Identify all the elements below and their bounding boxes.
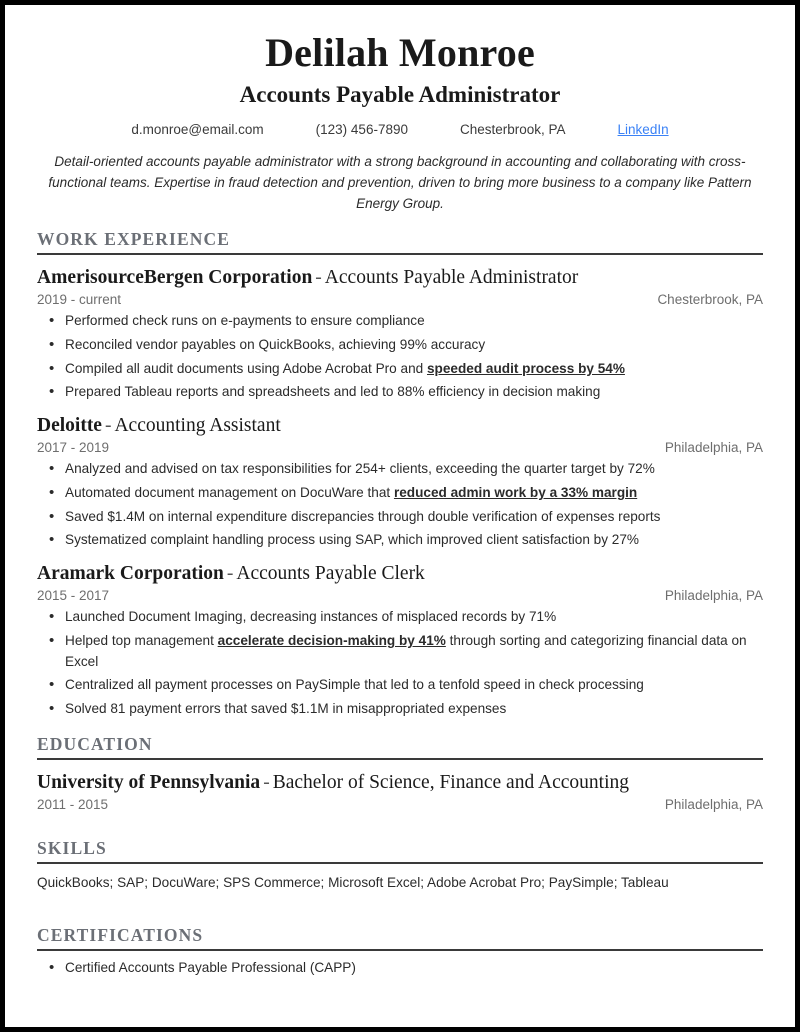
experience-dates: 2019 - current <box>37 292 122 308</box>
linkedin-link[interactable]: LinkedIn <box>617 122 669 138</box>
education-dates: 2011 - 2015 <box>37 797 109 813</box>
bullet-text: Performed check runs on e-payments to ensure compliance <box>65 313 425 329</box>
bullet-text: Saved $1.4M on internal expenditure discrepancies through double verification of expenses reports <box>65 508 661 524</box>
experience-meta <box>37 292 763 307</box>
section-title-education: EDUCATION <box>37 733 153 754</box>
experience-role: Accounting Assistant <box>114 415 281 436</box>
contact-phone[interactable]: (123) 456-7890 <box>315 122 408 138</box>
bullet-highlight: accelerate decision-making by 41% <box>217 633 446 649</box>
education-degree: Bachelor of Science, Finance and Accounting <box>272 771 629 793</box>
education-meta <box>37 797 763 812</box>
contact-location: Chesterbrook, PA <box>459 122 566 138</box>
list-item <box>37 699 763 720</box>
experience-entry <box>37 562 763 720</box>
candidate-headline: Accounts Payable Administrator <box>239 81 561 107</box>
experience-meta <box>37 440 763 455</box>
list-item <box>37 335 763 356</box>
list-item <box>37 631 763 672</box>
experience-bullets <box>37 459 763 551</box>
bullet-text: Systematized complaint handling process using SAP, which improved client satisfaction by 27% <box>65 532 640 548</box>
section-work-experience <box>37 229 763 720</box>
resume-page <box>5 5 795 1027</box>
section-title-work: WORK EXPERIENCE <box>37 229 230 249</box>
experience-entry <box>37 266 763 403</box>
list-item: • Certified Accounts Payable Professional (CAPP) <box>37 958 763 979</box>
experience-heading <box>37 562 763 586</box>
section-divider <box>37 862 763 864</box>
experience-location: Chesterbrook, PA <box>657 292 763 308</box>
professional-summary: Detail-oriented accounts payable administrator with a strong background in accounting and collaborating with cross-functional teams. Expertise in fraud detection and prevention, driven to bring more business to a company like Pattern Energy Group. <box>48 154 752 212</box>
experience-bullets <box>37 607 763 719</box>
resume-header <box>37 31 763 137</box>
list-item <box>37 382 763 403</box>
heading-separator: - <box>315 267 322 288</box>
list-item <box>37 483 763 504</box>
heading-separator: - <box>226 563 234 584</box>
bullet-text: Reconciled vendor payables on QuickBooks, achieving 99% accuracy <box>65 337 486 353</box>
experience-location: Philadelphia, PA <box>664 588 763 604</box>
section-education <box>37 734 763 812</box>
list-item <box>37 359 763 380</box>
bullet-text-tail: through sorting and categorizing financial data on Excel <box>65 633 747 669</box>
heading-separator: - <box>263 771 270 793</box>
experience-heading <box>37 414 763 438</box>
candidate-name: Delilah Monroe <box>265 30 535 75</box>
list-item <box>37 530 763 551</box>
experience-dates: 2015 - 2017 <box>37 588 110 604</box>
experience-entry <box>37 414 763 551</box>
experience-company: Deloitte <box>37 415 102 436</box>
skills-list: QuickBooks; SAP; DocuWare; SPS Commerce; Microsoft Excel; Adobe Acrobat Pro; PaySimple; Tableau <box>37 875 669 891</box>
contact-row <box>37 122 763 137</box>
contact-email[interactable]: d.monroe@email.com <box>131 122 264 138</box>
bullet-text: Launched Document Imaging, decreasing instances of misplaced records by 71% <box>65 609 557 625</box>
certifications-list <box>37 958 763 979</box>
list-item <box>37 607 763 628</box>
experience-company: Aramark Corporation <box>37 563 224 584</box>
experience-company: AmerisourceBergen Corporation <box>37 267 313 288</box>
bullet-text: Centralized all payment processes on PaySimple that led to a tenfold speed in check processing <box>65 677 644 693</box>
section-title-skills: SKILLS <box>37 838 107 859</box>
section-certifications <box>37 925 763 979</box>
bullet-text: Analyzed and advised on tax responsibilities for 254+ clients, exceeding the quarter target by 72% <box>65 461 655 477</box>
section-skills <box>37 838 763 893</box>
list-item <box>37 675 763 696</box>
bullet-highlight: reduced admin work by a 33% margin <box>393 485 638 501</box>
bullet-text: Prepared Tableau reports and spreadsheets and led to 88% efficiency in decision making <box>65 384 601 400</box>
bullet-text: Compiled all audit documents using Adobe Acrobat Pro and <box>65 360 427 376</box>
list-item <box>37 507 763 528</box>
section-title-certifications: CERTIFICATIONS <box>37 925 204 946</box>
experience-role: Accounts Payable Administrator <box>324 267 579 288</box>
experience-location: Philadelphia, PA <box>664 440 763 456</box>
bullet-text: Helped top management <box>65 633 218 649</box>
education-school: University of Pennsylvania <box>37 771 261 793</box>
list-item <box>37 311 763 332</box>
section-divider <box>37 758 763 760</box>
heading-separator: - <box>104 415 112 436</box>
experience-role: Accounts Payable Clerk <box>236 563 425 584</box>
experience-meta <box>37 588 763 603</box>
experience-dates: 2017 - 2019 <box>37 440 110 456</box>
section-divider <box>37 949 763 951</box>
education-heading <box>37 771 763 795</box>
list-item <box>37 459 763 480</box>
bullet-text: Solved 81 payment errors that saved $1.1M in misappropriated expenses <box>65 701 507 716</box>
experience-bullets <box>37 311 763 403</box>
section-divider <box>37 253 763 255</box>
bullet-highlight: speeded audit process by 54% <box>426 360 625 376</box>
bullet-text: Automated document management on DocuWare that <box>65 485 394 501</box>
education-entry <box>37 771 763 812</box>
experience-heading <box>37 266 763 290</box>
education-location: Philadelphia, PA <box>664 797 763 813</box>
